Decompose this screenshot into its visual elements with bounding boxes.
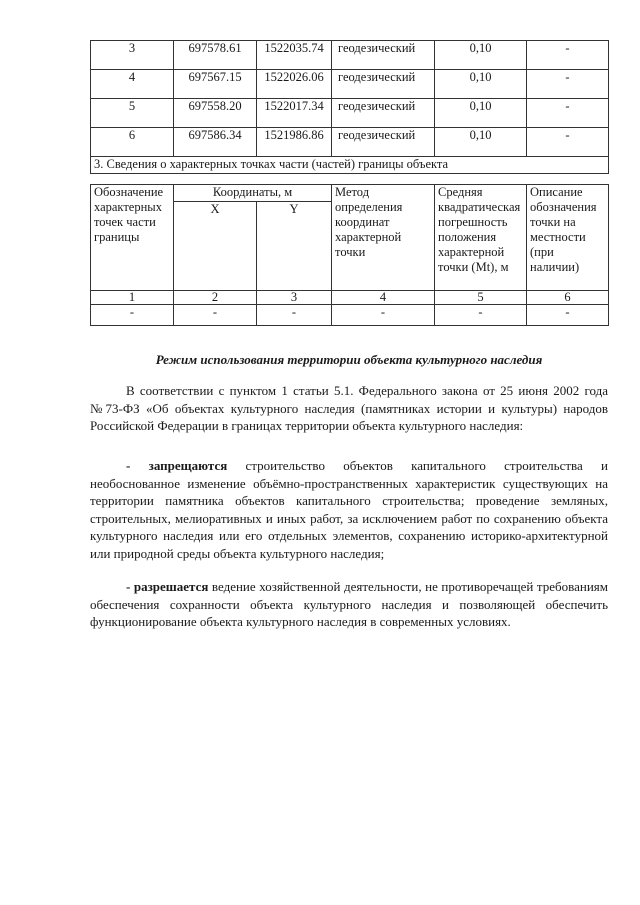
coord-y: 1522017.34 xyxy=(257,99,332,128)
prohibited-label: - запрещаются xyxy=(126,458,228,473)
coord-x: 697586.34 xyxy=(174,128,257,157)
point-number: 6 xyxy=(91,128,174,157)
point-number: 3 xyxy=(91,41,174,70)
column-number: 6 xyxy=(527,291,609,305)
cell: - xyxy=(91,305,174,326)
header-description: Описание обозначения точки на местности (при наличии) xyxy=(527,185,609,291)
description: - xyxy=(527,41,609,70)
table-row xyxy=(91,70,609,99)
error: 0,10 xyxy=(435,41,527,70)
cell: - xyxy=(257,305,332,326)
error: 0,10 xyxy=(435,128,527,157)
description: - xyxy=(527,99,609,128)
column-numbers-row xyxy=(91,291,609,305)
table-row xyxy=(91,99,609,128)
header-method: Метод определения координат характерной точки xyxy=(332,185,435,291)
section-title: 3. Сведения о характерных точках части (частей) границы объекта xyxy=(91,157,609,174)
description: - xyxy=(527,70,609,99)
permitted-label: - разрешается xyxy=(126,579,209,594)
coord-x: 697578.61 xyxy=(174,41,257,70)
cell: - xyxy=(435,305,527,326)
point-number: 4 xyxy=(91,70,174,99)
column-number: 4 xyxy=(332,291,435,305)
table-row xyxy=(91,305,609,326)
header-error: Средняя квадратическая погрешность положения характерной точки (Mt), м xyxy=(435,185,527,291)
coord-y: 1522035.74 xyxy=(257,41,332,70)
prohibited-text: строительство объектов капитального строительства и необоснованное изменение объёмно-пространственных характеристик существующих на территории памятника объектов капитального строительства; проведение земляных, строительных, мелиоративных и иных работ, за исключением работ по сохранению объекта культурного наследия или его отдельных элементов, сохранению историко-архитектурной или природной среды объекта культурного наследия; xyxy=(90,458,608,561)
method: геодезический xyxy=(332,41,435,70)
cell: - xyxy=(332,305,435,326)
section-heading: Режим использования территории объекта культурного наследия xyxy=(155,352,543,367)
method: геодезический xyxy=(332,99,435,128)
coord-x: 697567.15 xyxy=(174,70,257,99)
header-x: X xyxy=(174,202,257,291)
column-number: 3 xyxy=(257,291,332,305)
coord-y: 1521986.86 xyxy=(257,128,332,157)
point-number: 5 xyxy=(91,99,174,128)
table-row xyxy=(91,41,609,70)
description: - xyxy=(527,128,609,157)
coordinates-table xyxy=(90,40,609,174)
error: 0,10 xyxy=(435,70,527,99)
header-designation: Обозначение характерных точек части границы xyxy=(91,185,174,291)
column-number: 5 xyxy=(435,291,527,305)
paragraph-prohibited xyxy=(90,457,608,562)
header-coordinates: Координаты, м xyxy=(174,185,332,202)
method: геодезический xyxy=(332,128,435,157)
method: геодезический xyxy=(332,70,435,99)
column-number: 1 xyxy=(91,291,174,305)
column-number: 2 xyxy=(174,291,257,305)
cell: - xyxy=(527,305,609,326)
paragraph-intro: В соответствии с пунктом 1 статьи 5.1. Федерального закона от 25 июня 2002 года №73-ФЗ «Об объектах культурного наследия (памятниках истории и культуры) народов Российской Федерации в границах территории объекта культурного наследия: xyxy=(90,383,608,433)
section-header-row xyxy=(91,157,609,174)
cell: - xyxy=(174,305,257,326)
permitted-text: ведение хозяйственной деятельности, не противоречащей требованиям обеспечения сохранности объекта культурного наследия и позволяющей обеспечить функционирование объекта культурного наследия в современных условиях. xyxy=(90,579,608,629)
error: 0,10 xyxy=(435,99,527,128)
coord-x: 697558.20 xyxy=(174,99,257,128)
paragraph-permitted xyxy=(90,578,608,631)
table-row xyxy=(91,128,609,157)
header-y: Y xyxy=(257,202,332,291)
part-boundary-table xyxy=(90,184,609,326)
coord-y: 1522026.06 xyxy=(257,70,332,99)
header-row xyxy=(91,185,609,202)
